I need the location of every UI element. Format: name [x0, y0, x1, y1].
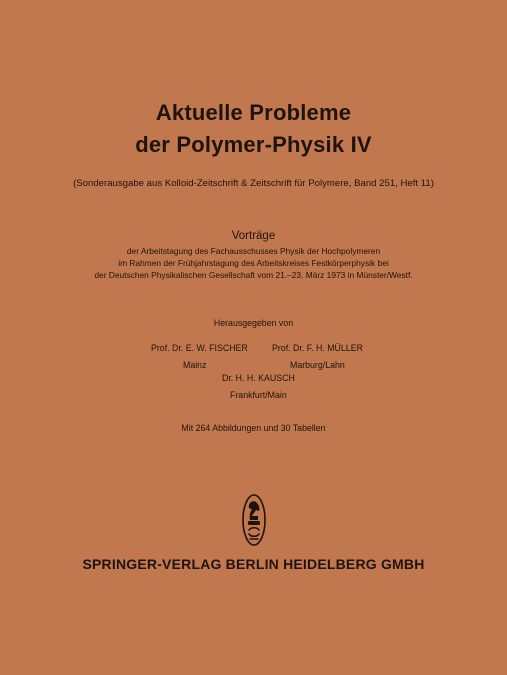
title-line-2: der Polymer-Physik IV	[135, 132, 372, 157]
springer-chess-knight-logo-icon	[240, 493, 268, 547]
editor-3-place: Frankfurt/Main	[230, 390, 287, 400]
editor-3-name: Dr. H. H. KAUSCH	[222, 373, 295, 383]
editors-heading: Herausgegeben von	[213, 318, 294, 328]
editor-1-name: Prof. Dr. E. W. FISCHER	[151, 343, 248, 353]
lectures-line-1: der Arbeitstagung des Fachausschusses Physik der Hochpolymeren	[126, 246, 381, 256]
subtitle: (Sonderausgabe aus Kolloid-Zeitschrift & Zeitschrift für Polymere, Band 251, Heft 11)	[73, 178, 434, 189]
title-line-1: Aktuelle Probleme	[155, 100, 352, 125]
illustrations-note: Mit 264 Abbildungen und 30 Tabellen	[181, 423, 326, 433]
lectures-heading: Vorträge	[231, 230, 276, 242]
editor-2-name: Prof. Dr. F. H. MÜLLER	[272, 343, 363, 353]
lectures-line-2: im Rahmen der Frühjahrstagung des Arbeitskreises Festkörperphysik bei	[118, 258, 389, 268]
editor-1-place: Mainz	[183, 360, 207, 370]
publisher: SPRINGER-VERLAG BERLIN HEIDELBERG GMBH	[82, 556, 425, 572]
editor-2-place: Marburg/Lahn	[290, 360, 345, 370]
lectures-line-3: der Deutschen Physikalischen Gesellschaft vom 21.–23. März 1973 in Münster/Westf.	[94, 270, 413, 280]
